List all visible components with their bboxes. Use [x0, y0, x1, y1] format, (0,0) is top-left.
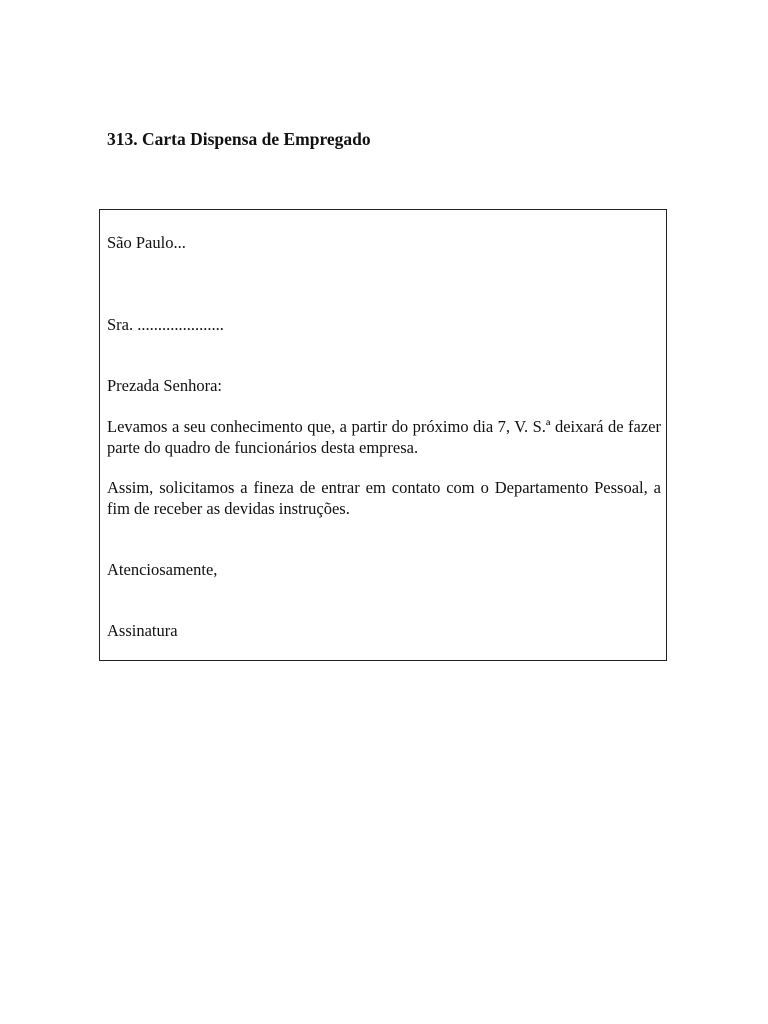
letter-closing: Atenciosamente,: [107, 560, 218, 579]
letter-signature: Assinatura: [107, 621, 178, 640]
letter-recipient: Sra. .....................: [107, 315, 224, 334]
document-title: 313. Carta Dispensa de Empregado: [107, 129, 371, 149]
letter-body-paragraph: Assim, solicitamos a fineza de entrar em contato com o Departamento Pessoal, a fim de receber as devidas instruções.: [107, 478, 661, 518]
letter-box: [99, 209, 667, 661]
letter-city-date: São Paulo...: [107, 233, 186, 252]
letter-body-paragraph: Levamos a seu conhecimento que, a partir do próximo dia 7, V. S.ª deixará de fazer parte do quadro de funcionários desta empresa.: [107, 417, 661, 457]
letter-salutation: Prezada Senhora:: [107, 376, 222, 395]
